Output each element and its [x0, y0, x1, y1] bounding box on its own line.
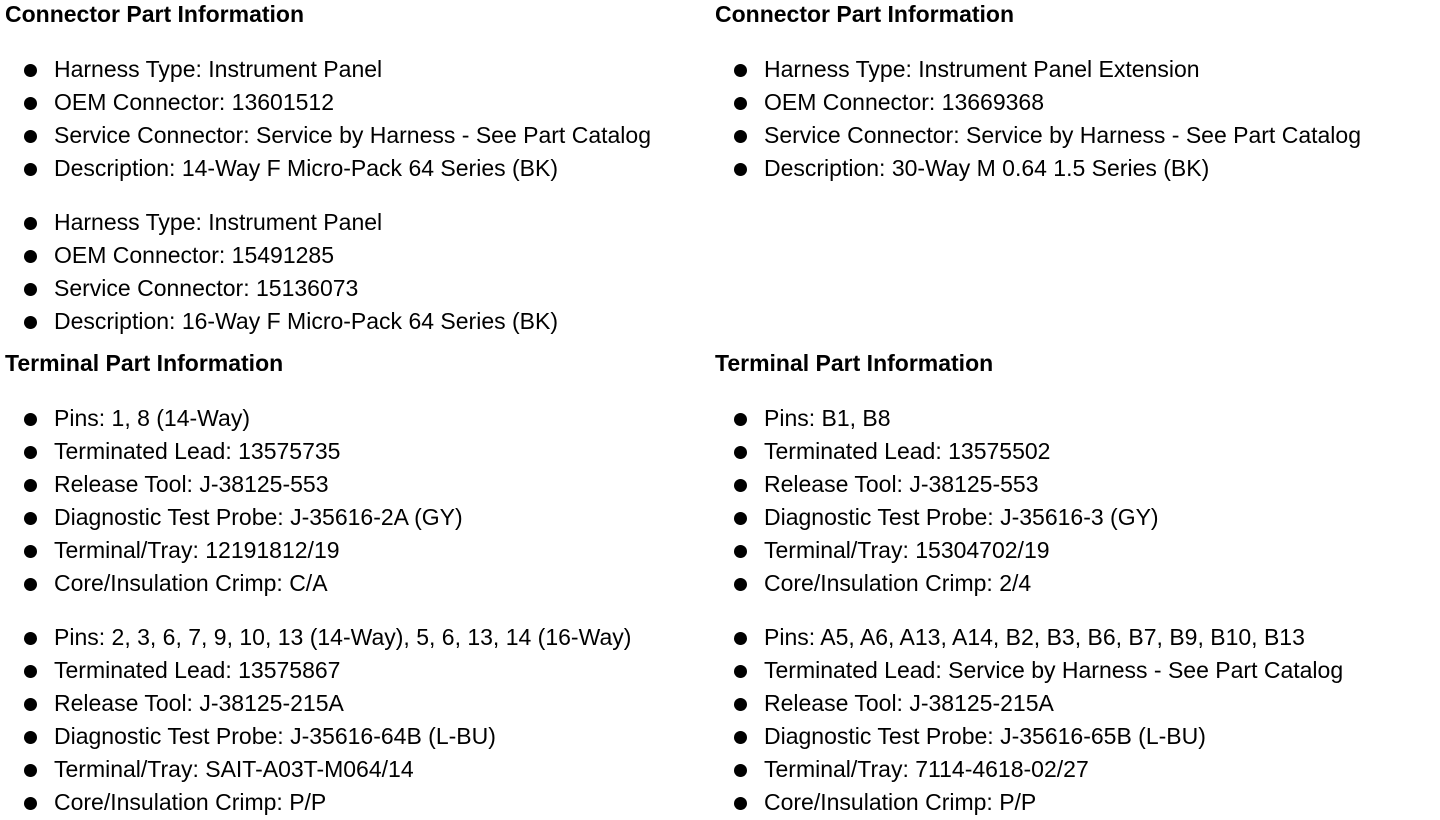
list-item: OEM Connector: 13601512	[5, 86, 651, 119]
list-item: Diagnostic Test Probe: J-35616-2A (GY)	[5, 501, 463, 534]
bullet-icon	[734, 665, 747, 678]
connector-group-2	[5, 206, 558, 338]
list-item: Service Connector: Service by Harness - See Part Catalog	[715, 119, 1361, 152]
list-item: Core/Insulation Crimp: P/P	[5, 786, 631, 819]
bullet-icon	[734, 698, 747, 711]
terminal-group-2	[5, 621, 631, 819]
terminal-group-2	[715, 621, 1343, 819]
bullet-icon	[734, 479, 747, 492]
list-item: OEM Connector: 15491285	[5, 239, 558, 272]
bullet-icon	[24, 217, 37, 230]
list-item: Terminated Lead: 13575502	[715, 435, 1159, 468]
list-item: Core/Insulation Crimp: P/P	[715, 786, 1343, 819]
bullet-icon	[24, 479, 37, 492]
connector-group-1	[715, 53, 1361, 185]
list-item: Release Tool: J-38125-553	[715, 468, 1159, 501]
terminal-section-title: Terminal Part Information	[715, 350, 994, 376]
list-item: Service Connector: Service by Harness - See Part Catalog	[5, 119, 651, 152]
list-item: Terminated Lead: Service by Harness - See Part Catalog	[715, 654, 1343, 687]
list-item: Release Tool: J-38125-215A	[5, 687, 631, 720]
bullet-icon	[24, 665, 37, 678]
bullet-icon	[24, 413, 37, 426]
bullet-icon	[24, 250, 37, 263]
bullet-icon	[734, 578, 747, 591]
list-item: Core/Insulation Crimp: 2/4	[715, 567, 1159, 600]
terminal-group-1	[715, 402, 1159, 600]
list-item: Terminal/Tray: 12191812/19	[5, 534, 463, 567]
list-item: Terminal/Tray: 15304702/19	[715, 534, 1159, 567]
terminal-section-title: Terminal Part Information	[5, 350, 284, 376]
list-item: Harness Type: Instrument Panel	[5, 206, 558, 239]
bullet-icon	[24, 632, 37, 645]
bullet-icon	[24, 446, 37, 459]
list-item: Harness Type: Instrument Panel Extension	[715, 53, 1361, 86]
bullet-icon	[24, 163, 37, 176]
list-item: Pins: 1, 8 (14-Way)	[5, 402, 463, 435]
bullet-icon	[734, 97, 747, 110]
list-item: Diagnostic Test Probe: J-35616-64B (L-BU)	[5, 720, 631, 753]
list-item: OEM Connector: 13669368	[715, 86, 1361, 119]
bullet-icon	[24, 698, 37, 711]
list-item: Terminal/Tray: 7114-4618-02/27	[715, 753, 1343, 786]
list-item: Release Tool: J-38125-215A	[715, 687, 1343, 720]
list-item: Description: 16-Way F Micro-Pack 64 Series (BK)	[5, 305, 558, 338]
bullet-icon	[734, 797, 747, 810]
bullet-icon	[24, 731, 37, 744]
bullet-icon	[734, 632, 747, 645]
connector-section-title: Connector Part Information	[715, 1, 1015, 27]
list-item: Terminated Lead: 13575735	[5, 435, 463, 468]
bullet-icon	[734, 731, 747, 744]
bullet-icon	[24, 512, 37, 525]
bullet-icon	[734, 446, 747, 459]
bullet-icon	[24, 64, 37, 77]
bullet-icon	[24, 283, 37, 296]
list-item: Core/Insulation Crimp: C/A	[5, 567, 463, 600]
bullet-icon	[24, 578, 37, 591]
bullet-icon	[24, 130, 37, 143]
list-item: Diagnostic Test Probe: J-35616-65B (L-BU)	[715, 720, 1343, 753]
bullet-icon	[734, 130, 747, 143]
list-item: Diagnostic Test Probe: J-35616-3 (GY)	[715, 501, 1159, 534]
terminal-group-1	[5, 402, 463, 600]
list-item: Description: 30-Way M 0.64 1.5 Series (BK)	[715, 152, 1361, 185]
list-item: Pins: 2, 3, 6, 7, 9, 10, 13 (14-Way), 5, 6, 13, 14 (16-Way)	[5, 621, 631, 654]
bullet-icon	[734, 413, 747, 426]
list-item: Pins: A5, A6, A13, A14, B2, B3, B6, B7, B9, B10, B13	[715, 621, 1343, 654]
bullet-icon	[24, 545, 37, 558]
list-item: Release Tool: J-38125-553	[5, 468, 463, 501]
list-item: Terminal/Tray: SAIT-A03T-M064/14	[5, 753, 631, 786]
connector-section-title: Connector Part Information	[5, 1, 305, 27]
bullet-icon	[734, 764, 747, 777]
bullet-icon	[734, 512, 747, 525]
list-item: Description: 14-Way F Micro-Pack 64 Series (BK)	[5, 152, 651, 185]
connector-group-1	[5, 53, 651, 185]
bullet-icon	[734, 163, 747, 176]
bullet-icon	[24, 764, 37, 777]
bullet-icon	[24, 797, 37, 810]
bullet-icon	[24, 316, 37, 329]
list-item: Harness Type: Instrument Panel	[5, 53, 651, 86]
bullet-icon	[734, 545, 747, 558]
list-item: Terminated Lead: 13575867	[5, 654, 631, 687]
list-item: Pins: B1, B8	[715, 402, 1159, 435]
bullet-icon	[24, 97, 37, 110]
list-item: Service Connector: 15136073	[5, 272, 558, 305]
bullet-icon	[734, 64, 747, 77]
